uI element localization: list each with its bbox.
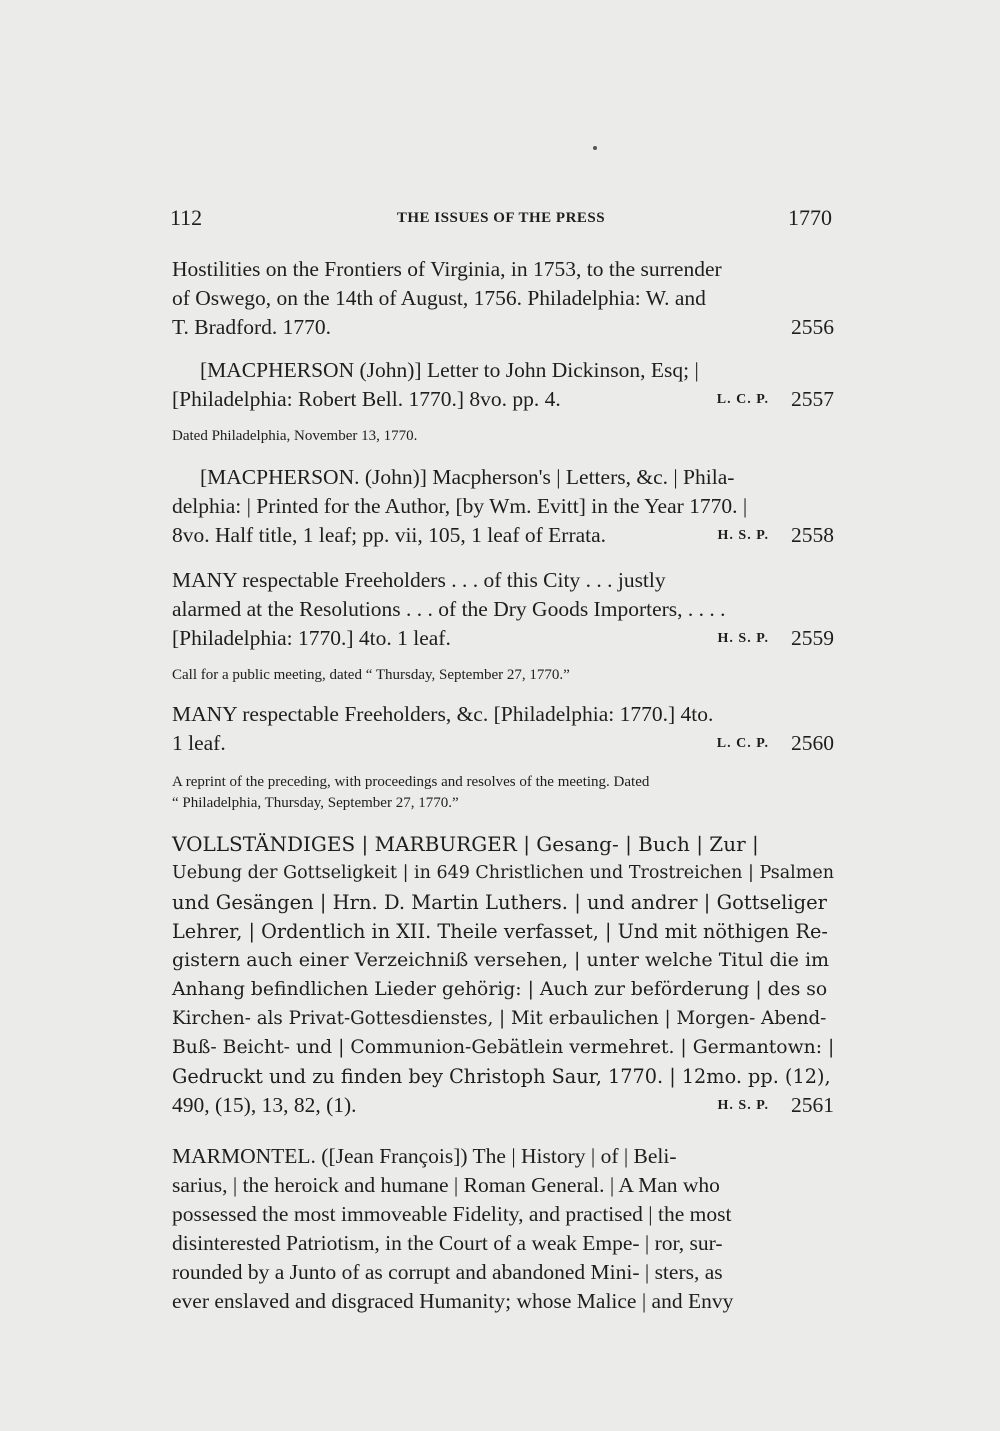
entry-2561 <box>172 830 834 1120</box>
entry-line: Hostilities on the Frontiers of Virginia, in 1753, to the surrender <box>172 257 722 281</box>
entry-line: Lehrer, | Ordentlich in XII. Theile verfasset, | Und mit nöthigen Re- <box>172 920 828 943</box>
entry-line: MANY respectable Freeholders . . . of this City . . . justly <box>172 568 666 592</box>
entry-line: ever enslaved and disgraced Humanity; whose Malice | and Envy <box>172 1289 734 1313</box>
entry-line: VOLLSTÄNDIGES | MARBURGER | Gesang- | Buch | Zur | <box>172 832 759 856</box>
entry-note: A reprint of the preceding, with proceedings and resolves of the meeting. Dated “ Philadelphia, Thursday, September 27, 1770.” <box>172 774 650 811</box>
library-location: L. C. P. <box>716 736 769 751</box>
entry-2559 <box>172 566 834 653</box>
entry-line: T. Bradford. 1770. 2556 <box>172 313 834 342</box>
entry-line: alarmed at the Resolutions . . . of the Dry Goods Importers, . . . . <box>172 597 726 621</box>
entry-marmontel <box>172 1142 834 1316</box>
entry-line: MANY respectable Freeholders, &c. [Philadelphia: 1770.] 4to. <box>172 702 714 726</box>
entry-number: 2561 <box>791 1093 834 1117</box>
entry-line: Gedruckt und zu finden bey Christoph Saur, 1770. | 12mo. pp. (12), <box>172 1065 831 1088</box>
entry-line: MARMONTEL. ([Jean François]) The | History | of | Beli- <box>172 1144 677 1168</box>
entry-2557 <box>172 356 834 414</box>
entry-line: rounded by a Junto of as corrupt and abandoned Mini- | sters, as <box>172 1260 723 1284</box>
page-number: 112 <box>170 205 203 230</box>
entry-line: [Philadelphia: 1770.] 4to. 1 leaf. H. S. P. 2559 <box>172 624 834 653</box>
entry-line: disinterested Patriotism, in the Court of a weak Empe- | ror, sur- <box>172 1231 723 1255</box>
entry-line: [Philadelphia: Robert Bell. 1770.] 8vo. pp. 4. L. C. P. 2557 <box>172 385 834 414</box>
entry-line: [MACPHERSON. (John)] Macpherson's | Letters, &c. | Phila- <box>200 465 735 489</box>
entry-line: Anhang befindlichen Lieder gehörig: | Auch zur beförderung | des so <box>172 979 828 1000</box>
entry-line: und Gesängen | Hrn. D. Martin Luthers. | und andrer | Gottseliger <box>172 891 827 914</box>
library-location: L. C. P. <box>716 392 769 407</box>
page-body <box>172 255 834 1330</box>
library-location: H. S. P. <box>717 631 769 646</box>
entry-number: 2558 <box>791 523 834 547</box>
entry-line: Uebung der Gottseligkeit | in 649 Christlichen und Trostreichen | Psalmen <box>172 863 834 883</box>
entry-2558 <box>172 463 834 550</box>
entry-number: 2557 <box>791 387 834 411</box>
entry-note: Dated Philadelphia, November 13, 1770. <box>172 428 418 444</box>
entry-line: [MACPHERSON (John)] Letter to John Dickinson, Esq; | <box>200 358 699 382</box>
entry-line: 8vo. Half title, 1 leaf; pp. vii, 105, 1 leaf of Errata. H. S. P. 2558 <box>172 521 834 550</box>
entry-number: 2556 <box>791 315 834 339</box>
running-header <box>170 205 832 235</box>
library-location: H. S. P. <box>717 528 769 543</box>
entry-line: Buß- Beicht- und | Communion-Gebätlein vermehret. | Germantown: | <box>172 1037 835 1058</box>
entry-line: Kirchen- als Privat-Gottesdienstes, | Mit erbaulichen | Morgen- Abend- <box>172 1008 827 1029</box>
entry-line: possessed the most immoveable Fidelity, and practised | the most <box>172 1202 732 1226</box>
entry-line: sarius, | the heroick and humane | Roman General. | A Man who <box>172 1173 720 1197</box>
entry-note: Call for a public meeting, dated “ Thursday, September 27, 1770.” <box>172 667 570 683</box>
entry-line: of Oswego, on the 14th of August, 1756. Philadelphia: W. and <box>172 286 706 310</box>
entry-line: gistern auch einer Verzeichniß versehen, | unter welche Titul die im <box>172 949 830 971</box>
entry-number: 2560 <box>791 731 834 755</box>
header-year: 1770 <box>788 205 832 230</box>
library-location: H. S. P. <box>717 1098 769 1113</box>
entry-2560 <box>172 700 834 758</box>
entry-line: delphia: | Printed for the Author, [by Wm. Evitt] in the Year 1770. | <box>172 494 748 518</box>
page-speck <box>593 146 597 150</box>
running-title: THE ISSUES OF THE PRESS <box>396 210 606 226</box>
entry-line: 490, (15), 13, 82, (1). H. S. P. 2561 <box>172 1091 834 1120</box>
entry-line: 1 leaf. L. C. P. 2560 <box>172 729 834 758</box>
entry-number: 2559 <box>791 626 834 650</box>
entry-2556 <box>172 255 834 342</box>
